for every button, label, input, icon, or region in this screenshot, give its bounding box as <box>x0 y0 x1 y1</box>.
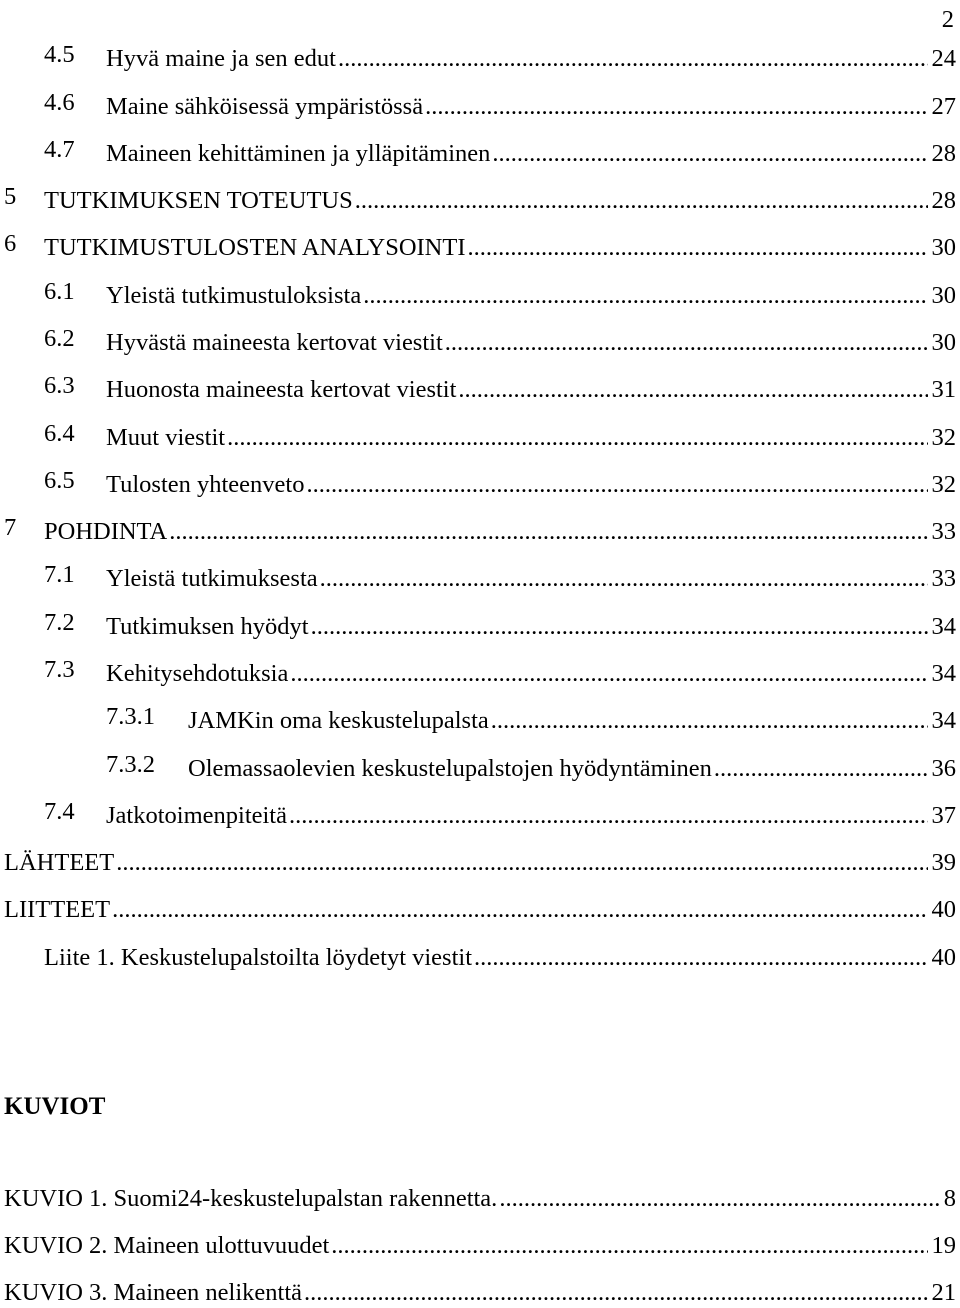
toc-entry-page: 36 <box>931 755 956 782</box>
toc-entry-page: 32 <box>931 424 956 451</box>
toc-entry[interactable] <box>0 324 956 358</box>
toc-entry-page: 34 <box>931 660 956 687</box>
toc-entry[interactable] <box>0 655 956 689</box>
figures-heading: KUVIOT <box>4 1093 106 1120</box>
toc-entry[interactable] <box>0 939 956 973</box>
toc-entry-page: 34 <box>931 613 956 640</box>
toc-entry-leader <box>445 328 928 358</box>
toc-entry[interactable] <box>0 135 956 169</box>
figure-entry[interactable] <box>0 1180 956 1214</box>
toc-entry-leader <box>338 44 928 74</box>
toc-entry-page: 30 <box>931 329 956 356</box>
figure-entry-leader <box>499 1184 939 1214</box>
toc-entry-page: 28 <box>931 140 956 167</box>
toc-entry-number: 7.1 <box>44 561 75 588</box>
toc-entry-page: 40 <box>931 896 956 923</box>
toc-entry-title: Jatkotoimenpiteitä <box>106 802 287 829</box>
toc-entry-leader <box>491 706 928 736</box>
toc-entry[interactable] <box>0 371 956 405</box>
toc-entry-leader <box>355 186 928 216</box>
toc-entry-number: 6.5 <box>44 467 75 494</box>
toc-entry[interactable] <box>0 844 956 878</box>
toc-entry-title: LÄHTEET <box>4 849 115 876</box>
toc-entry-title: POHDINTA <box>44 518 168 545</box>
toc-entry[interactable] <box>0 797 956 831</box>
toc-entry-title: Olemassaolevien keskustelupalstojen hyödyntäminen <box>188 755 712 782</box>
toc-entry-title: Hyvä maine ja sen edut <box>106 45 336 72</box>
figure-entry[interactable] <box>0 1227 956 1261</box>
toc-entry-title: Maine sähköisessä ympäristössä <box>106 93 424 120</box>
figure-entry-title: KUVIO 3. Maineen nelikenttä <box>4 1279 302 1306</box>
toc-entry-title: JAMKin oma keskustelupalsta <box>188 707 489 734</box>
toc-entry-page: 33 <box>931 518 956 545</box>
toc-entry[interactable] <box>0 88 956 122</box>
toc-entry-number: 6.4 <box>44 420 75 447</box>
toc-entry[interactable] <box>0 513 956 547</box>
toc-entry-page: 28 <box>931 187 956 214</box>
toc-entry-number: 6.1 <box>44 278 75 305</box>
toc-entry-leader <box>468 233 928 263</box>
toc-entry[interactable] <box>0 466 956 500</box>
toc-entry-number: 5 <box>4 183 17 210</box>
toc-entry[interactable] <box>0 277 956 311</box>
toc-entry[interactable] <box>0 891 956 925</box>
toc-entry-leader <box>227 423 927 453</box>
figure-entry-page: 21 <box>931 1279 956 1306</box>
toc-entry-page: 33 <box>931 565 956 592</box>
toc-entry-title: Tutkimuksen hyödyt <box>106 613 309 640</box>
toc-entry-leader <box>311 612 928 642</box>
toc-entry-title: LIITTEET <box>4 896 111 923</box>
toc-entry-title: Huonosta maineesta kertovat viestit <box>106 376 457 403</box>
toc-entry-leader <box>289 801 928 831</box>
toc-entry[interactable] <box>0 560 956 594</box>
toc-entry-number: 7.3.2 <box>106 751 155 778</box>
figure-entry-title: KUVIO 2. Maineen ulottuvuudet <box>4 1232 330 1259</box>
toc-entry[interactable] <box>0 182 956 216</box>
toc-entry-number: 4.6 <box>44 89 75 116</box>
toc-entry-title: Liite 1. Keskustelupalstoilta löydetyt viestit <box>44 944 473 971</box>
figure-entry[interactable] <box>0 1274 956 1308</box>
toc-entry-page: 37 <box>931 802 956 829</box>
toc-entry-leader <box>714 754 928 784</box>
toc-entry[interactable] <box>0 608 956 642</box>
toc-entry-number: 6.2 <box>44 325 75 352</box>
toc-entry-number: 6 <box>4 230 17 257</box>
toc-entry-title: Hyvästä maineesta kertovat viestit <box>106 329 443 356</box>
toc-entry-leader <box>290 659 927 689</box>
toc-entry-title: TUTKIMUSTULOSTEN ANALYSOINTI <box>44 234 466 261</box>
toc-entry-title: Tulosten yhteenveto <box>106 471 305 498</box>
toc-entry-number: 4.7 <box>44 136 75 163</box>
toc-entry-number: 7.3.1 <box>106 703 155 730</box>
toc-entry-leader <box>425 92 927 122</box>
toc-entry[interactable] <box>0 229 956 263</box>
toc-entry-number: 4.5 <box>44 41 75 68</box>
toc-entry-title: TUTKIMUKSEN TOTEUTUS <box>44 187 353 214</box>
toc-entry-page: 30 <box>931 234 956 261</box>
toc-entry-leader <box>112 895 927 925</box>
figure-entry-title: KUVIO 1. Suomi24-keskustelupalstan rakennetta. <box>4 1185 498 1212</box>
toc-entry-leader <box>363 281 927 311</box>
toc-entry[interactable] <box>0 40 956 74</box>
toc-entry-title: Kehitysehdotuksia <box>106 660 289 687</box>
toc-entry-title: Muut viestit <box>106 424 226 451</box>
toc-entry-leader <box>458 375 927 405</box>
toc-entry[interactable] <box>0 750 956 784</box>
toc-entry-number: 7.3 <box>44 656 75 683</box>
toc-entry[interactable] <box>0 702 956 736</box>
toc-entry-leader <box>320 564 928 594</box>
toc-entry-title: Yleistä tutkimuksesta <box>106 565 318 592</box>
figure-entry-leader <box>331 1231 927 1261</box>
toc-entry-page: 34 <box>931 707 956 734</box>
toc-entry-page: 30 <box>931 282 956 309</box>
toc-entry-page: 27 <box>931 93 956 120</box>
toc-entry-number: 7.2 <box>44 609 75 636</box>
toc-entry-page: 39 <box>931 849 956 876</box>
toc-entry-number: 6.3 <box>44 372 75 399</box>
toc-entry-page: 32 <box>931 471 956 498</box>
figure-entry-page: 8 <box>943 1185 956 1212</box>
figure-entry-leader <box>304 1278 928 1308</box>
page-number: 2 <box>941 6 954 33</box>
toc-entry-leader <box>169 517 927 547</box>
toc-entry-page: 40 <box>931 944 956 971</box>
toc-entry[interactable] <box>0 419 956 453</box>
toc-entry-leader <box>492 139 927 169</box>
toc-entry-page: 24 <box>931 45 956 72</box>
toc-entry-leader <box>307 470 928 500</box>
toc-entry-number: 7.4 <box>44 798 75 825</box>
toc-entry-title: Maineen kehittäminen ja ylläpitäminen <box>106 140 491 167</box>
toc-entry-number: 7 <box>4 514 17 541</box>
toc-entry-page: 31 <box>931 376 956 403</box>
toc-entry-title: Yleistä tutkimustuloksista <box>106 282 362 309</box>
toc-entry-leader <box>116 848 927 878</box>
toc-entry-leader <box>474 943 927 973</box>
figure-entry-page: 19 <box>931 1232 956 1259</box>
